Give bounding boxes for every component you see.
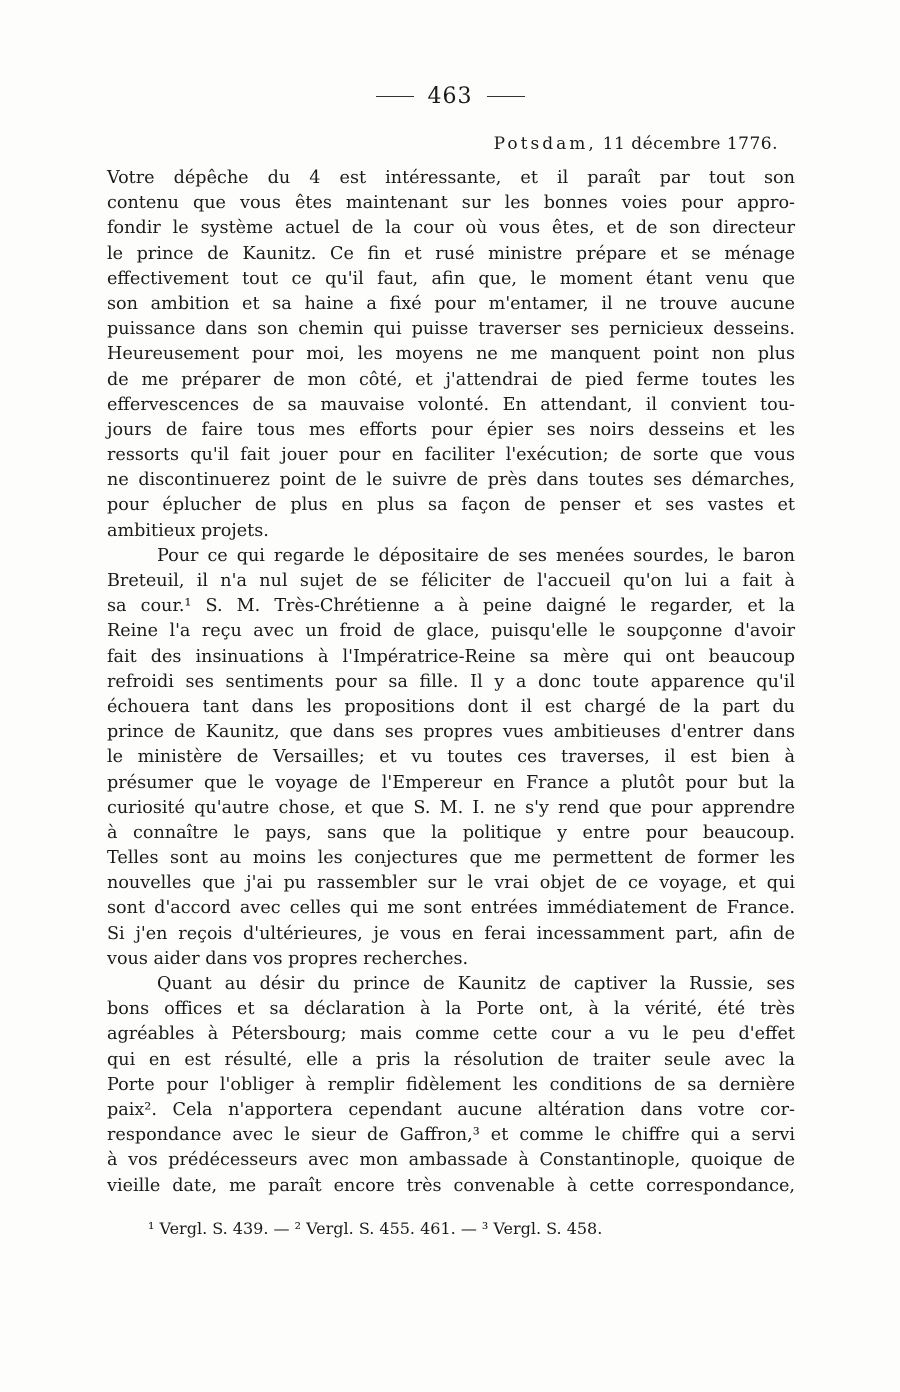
text-line: effectivement tout ce qu'il faut, afin que, le moment étant venu que — [107, 268, 795, 289]
text-line: échouera tant dans les propositions dont il est chargé de la part du — [107, 696, 795, 717]
text-line: Quant au désir du prince de Kaunitz de captiver la Russie, ses — [157, 974, 795, 994]
text-line: qui en est résulté, elle a pris la résolution de traiter seule avec la — [107, 1049, 795, 1070]
text-line: Votre dépêche du 4 est intéressante, et il paraît par tout son — [107, 168, 795, 188]
text-line: Breteuil, il n'a nul sujet de se féliciter de l'accueil qu'on lui a fait à — [107, 571, 795, 591]
text-line: agréables à Pétersbourg; mais comme cette cour a vu le peu d'effet — [107, 1024, 795, 1045]
text-line: refroidi ses sentiments pour sa fille. Il y a donc toute apparence qu'il — [107, 671, 795, 692]
dateline-place: Potsdam, — [493, 134, 597, 154]
text-line: effervescences de sa mauvaise volonté. En attendant, il convient tou- — [107, 394, 795, 415]
text-line: Si j'en reçois d'ultérieures, je vous en ferai incessamment part, afin de — [107, 923, 795, 944]
header-rule-right — [487, 96, 525, 97]
text-line: jours de faire tous mes efforts pour épier ses noirs desseins et les — [107, 419, 795, 440]
text-line: Heureusement pour moi, les moyens ne me manquent point non plus — [107, 344, 795, 365]
text-line: à connaître le pays, sans que la politique y entre pour beaucoup. — [107, 822, 795, 843]
text-line: Porte pour l'obliger à remplir fidèlement les conditions de sa dernière — [107, 1074, 795, 1095]
text-line: à vos prédécesseurs avec mon ambassade à Constantinople, quoique de — [107, 1150, 795, 1171]
text-line: fondir le système actuel de la cour où vous êtes, et de son directeur — [107, 218, 795, 239]
text-line: de me préparer de mon côté, et j'attendrai de pied ferme toutes les — [107, 369, 795, 390]
text-line: le ministère de Versailles; et vu toutes ces traverses, il est bien à — [107, 747, 795, 768]
text-line: ne discontinuerez point de le suivre de près dans toutes ses démarches, — [107, 470, 795, 491]
text-line: contenu que vous êtes maintenant sur les bonnes voies pour appro- — [107, 193, 795, 214]
letter-body — [107, 166, 795, 1199]
text-line: Telles sont au moins les conjectures que me permettent de former les — [107, 848, 795, 869]
text-line: prince de Kaunitz, que dans ses propres vues ambitieuses d'entrer dans — [107, 722, 795, 743]
text-line: bons offices et sa déclaration à la Porte ont, à la vérité, été très — [107, 999, 795, 1020]
text-line: respondance avec le sieur de Gaffron,³ et comme le chiffre qui a servi — [107, 1125, 795, 1146]
dateline — [494, 134, 778, 154]
text-line: Pour ce qui regarde le dépositaire de ses menées sourdes, le baron — [157, 545, 795, 566]
text-line: sa cour.¹ S. M. Très-Chrétienne a à peine daigné le regarder, et la — [107, 596, 795, 617]
footnotes: ¹ Vergl. S. 439. — ² Vergl. S. 455. 461. — ³ Vergl. S. 458. — [148, 1219, 603, 1238]
text-line: fait des insinuations à l'Impératrice-Reine sa mère qui ont beaucoup — [107, 646, 795, 667]
text-line: pour éplucher de plus en plus sa façon de penser et ses vastes et — [107, 495, 795, 516]
text-line: curiosité qu'autre chose, et que S. M. I. ne s'y rend que pour apprendre — [107, 797, 795, 818]
text-line: puissance dans son chemin qui puisse traverser ses pernicieux desseins. — [107, 319, 795, 340]
page-number: 463 — [427, 84, 473, 109]
page-header — [0, 84, 900, 109]
text-line: vieille date, me paraît encore très convenable à cette correspondance, — [107, 1175, 795, 1196]
dateline-date: 11 décembre 1776. — [602, 134, 778, 154]
header-rule-left — [376, 96, 414, 97]
text-line: ambitieux projets. — [107, 520, 269, 541]
text-line: présumer que le voyage de l'Empereur en France a plutôt pour but la — [107, 772, 795, 793]
text-line: paix². Cela n'apportera cependant aucune altération dans votre cor- — [107, 1099, 795, 1120]
text-line: sont d'accord avec celles qui me sont entrées immédiatement de France. — [107, 898, 795, 919]
text-line: le prince de Kaunitz. Ce fin et rusé ministre prépare et se ménage — [107, 243, 795, 264]
text-line: nouvelles que j'ai pu rassembler sur le vrai objet de ce voyage, et qui — [107, 873, 795, 894]
text-line: son ambition et sa haine a fixé pour m'entamer, il ne trouve aucune — [107, 293, 795, 314]
text-line: ressorts qu'il fait jouer pour en faciliter l'exécution; de sorte que vous — [107, 445, 795, 466]
text-line: Reine l'a reçu avec un froid de glace, puisqu'elle le soupçonne d'avoir — [107, 621, 795, 642]
text-line: vous aider dans vos propres recherches. — [107, 948, 469, 969]
